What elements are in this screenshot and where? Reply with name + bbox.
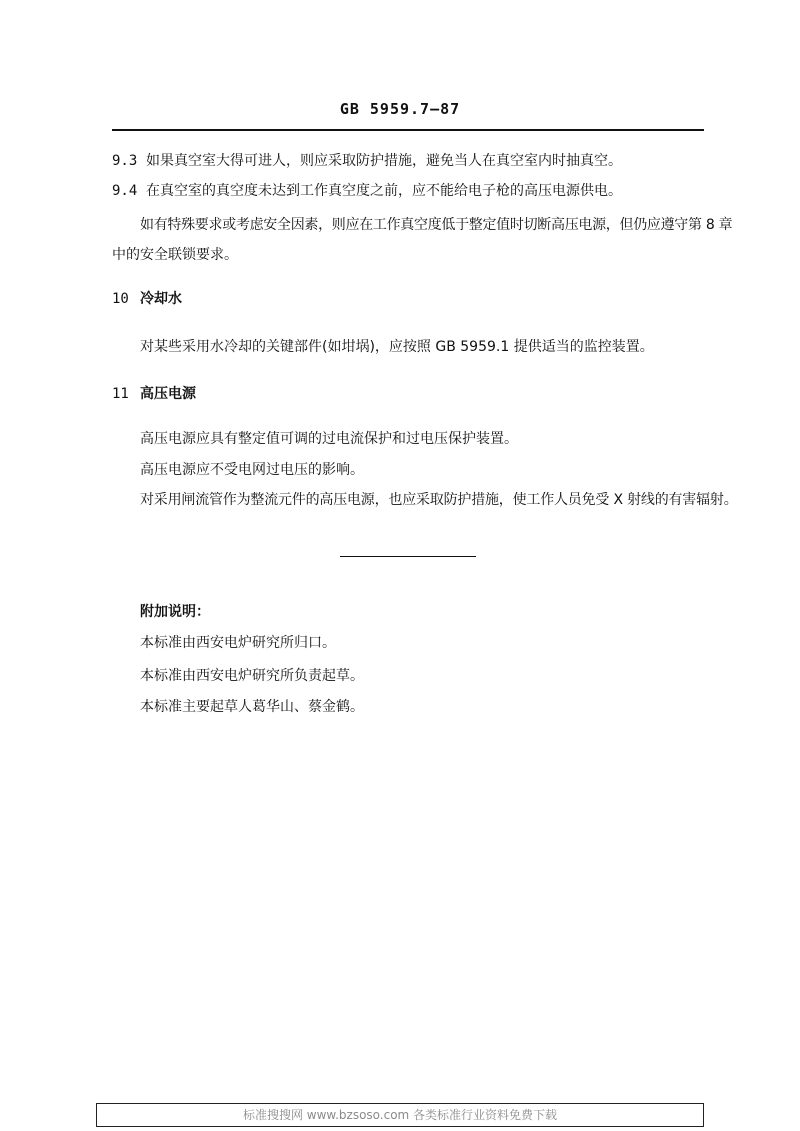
clause-number: 9.4: [112, 183, 138, 199]
appendix-line: 本标准主要起草人葛华山、蔡金鹤。: [140, 699, 364, 715]
section-number: 11: [112, 386, 129, 402]
section-divider: [340, 556, 476, 557]
clause-9-4: [112, 182, 622, 200]
section-number: 10: [112, 291, 129, 307]
section-11-line: 对采用闸流管作为整流元件的高压电源，也应采取防护措施，使工作人员免受 X 射线的有害辐射。: [140, 492, 738, 508]
standard-code-header: GB 5959.7—87: [339, 100, 461, 118]
clause-9-4-paragraph-line-2: 中的安全联锁要求。: [112, 247, 238, 263]
appendix-line: 本标准由西安电炉研究所负责起草。: [140, 668, 364, 684]
section-10-text: 对某些采用水冷却的关键部件(如坩埚)，应按照 GB 5959.1 提供适当的监控装置。: [140, 339, 654, 355]
clause-9-3: [112, 152, 622, 170]
section-10-heading: [112, 290, 182, 308]
clause-number: 9.3: [112, 153, 138, 169]
clause-9-4-paragraph-line-1: 如有特殊要求或考虑安全因素，则应在工作真空度低于整定值时切断高压电源，但仍应遵守第 8 章: [140, 217, 733, 233]
section-11-heading: [112, 385, 196, 403]
section-11-line: 高压电源应具有整定值可调的过电流保护和过电压保护装置。: [140, 431, 518, 447]
section-11-line: 高压电源应不受电网过电压的影响。: [140, 462, 364, 478]
header-rule: [112, 129, 704, 131]
footer-text: 标准搜搜网 www.bzsoso.com 各类标准行业资料免费下载: [242, 1108, 558, 1122]
appendix-title: 附加说明：: [140, 604, 210, 620]
footer-banner: [96, 1103, 704, 1127]
section-title: 冷却水: [140, 291, 182, 307]
clause-text: 如果真空室大得可进人，则应采取防护措施，避免当人在真空室内时抽真空。: [146, 153, 622, 169]
section-title: 高压电源: [140, 386, 196, 402]
clause-text: 在真空室的真空度未达到工作真空度之前，应不能给电子枪的高压电源供电。: [146, 183, 622, 199]
appendix-line: 本标准由西安电炉研究所归口。: [140, 635, 336, 651]
